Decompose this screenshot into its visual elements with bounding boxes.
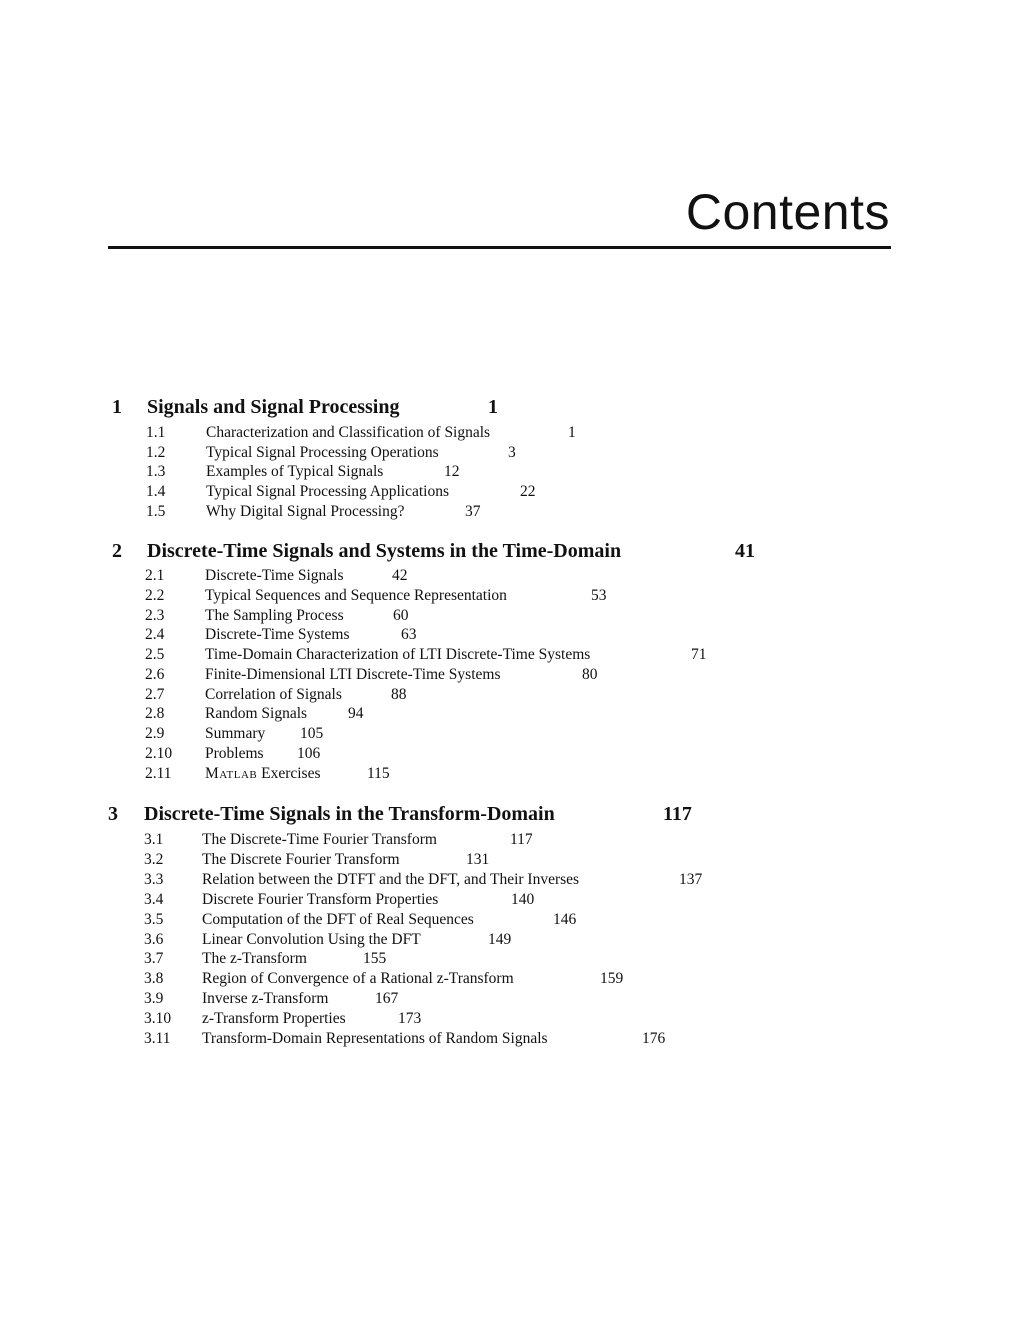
section-number: 2.8 — [145, 705, 165, 723]
section-number: 2.9 — [145, 725, 165, 742]
section-title: Characterization and Classification of Signals — [206, 424, 491, 441]
section-entry — [0, 704, 1020, 724]
section-page: 146 — [553, 910, 577, 928]
section-entry — [0, 744, 1020, 764]
section-page: 115 — [367, 764, 390, 782]
section-page: 131 — [466, 850, 490, 868]
section-entry — [0, 930, 1020, 950]
chapter-number: 2 — [112, 540, 122, 562]
section-entry — [0, 566, 1020, 586]
section-number: 2.11 — [145, 764, 172, 782]
section-title: Examples of Typical Signals — [206, 463, 384, 481]
section-page: 105 — [300, 725, 324, 742]
section-number: 3.5 — [144, 910, 164, 928]
section-title: Transform-Domain Representations of Random Signals — [202, 1030, 548, 1047]
section-title: Problems — [205, 744, 264, 762]
section-page: 173 — [398, 1010, 422, 1028]
section-entry — [0, 645, 1020, 665]
chapter-number: 3 — [108, 803, 118, 825]
section-page: 1 — [568, 424, 576, 441]
section-page: 53 — [591, 586, 607, 604]
chapter-page: 41 — [735, 540, 755, 562]
section-title: Correlation of Signals — [205, 685, 342, 703]
title-rule — [108, 246, 891, 249]
section-title: Random Signals — [205, 705, 308, 723]
section-number: 3.3 — [144, 870, 164, 888]
section-title: Discrete-Time Signals — [205, 567, 344, 584]
section-entry — [0, 890, 1020, 910]
section-title: Discrete Fourier Transform Properties — [202, 890, 439, 908]
chapter-heading — [0, 539, 1020, 565]
section-page: 149 — [488, 930, 512, 948]
section-page: 71 — [691, 646, 707, 663]
section-number: 1.1 — [146, 424, 166, 441]
section-title: Inverse z-Transform — [202, 990, 329, 1008]
section-page: 106 — [297, 744, 321, 762]
section-number: 2.10 — [145, 744, 173, 762]
section-number: 1.3 — [146, 463, 166, 481]
section-title: Why Digital Signal Processing? — [206, 502, 405, 520]
section-title: Computation of the DFT of Real Sequences — [202, 910, 474, 928]
section-page: 155 — [363, 950, 387, 968]
section-page: 12 — [444, 463, 460, 481]
section-number: 2.1 — [145, 567, 165, 584]
section-number: 3.9 — [144, 990, 164, 1008]
section-page: 88 — [391, 685, 407, 703]
section-number: 3.7 — [144, 950, 164, 968]
section-number: 2.2 — [145, 586, 165, 604]
section-page: 94 — [348, 705, 364, 723]
section-title: The Discrete Fourier Transform — [202, 850, 400, 868]
section-entry — [0, 685, 1020, 705]
section-number: 3.10 — [144, 1010, 172, 1028]
section-number: 3.6 — [144, 930, 164, 948]
section-number: 2.3 — [145, 606, 165, 624]
section-page: 3 — [508, 443, 516, 461]
section-number: 3.8 — [144, 970, 164, 988]
section-page: 42 — [392, 567, 408, 584]
section-number: 3.1 — [144, 831, 164, 848]
section-title: Finite-Dimensional LTI Discrete-Time Systems — [205, 665, 501, 683]
section-number: 1.2 — [146, 443, 166, 461]
section-entry — [0, 724, 1020, 744]
chapter-title: Discrete-Time Signals in the Transform-Domain — [144, 803, 555, 825]
section-entry — [0, 850, 1020, 870]
section-entry — [0, 1009, 1020, 1029]
contents-title: Contents — [685, 184, 890, 240]
section-page: 37 — [465, 502, 481, 520]
section-entry — [0, 462, 1020, 482]
section-page: 176 — [642, 1030, 666, 1047]
section-entry — [0, 969, 1020, 989]
section-entry — [0, 606, 1020, 626]
section-title: z-Transform Properties — [202, 1010, 346, 1028]
section-number: 2.4 — [145, 626, 165, 644]
chapter-title: Signals and Signal Processing — [147, 396, 400, 418]
section-title: Time-Domain Characterization of LTI Discrete-Time Systems — [205, 646, 591, 663]
section-entry — [0, 949, 1020, 969]
chapter-title: Discrete-Time Signals and Systems in the Time-Domain — [147, 540, 622, 562]
section-number: 3.4 — [144, 890, 164, 908]
chapter-page: 117 — [663, 803, 692, 825]
section-entry — [0, 764, 1020, 784]
section-title: Matlab Exercises — [205, 764, 321, 782]
section-entry — [0, 910, 1020, 930]
section-number: 2.6 — [145, 665, 165, 683]
section-page: 159 — [600, 970, 624, 988]
section-title: Linear Convolution Using the DFT — [202, 930, 421, 948]
section-title: Region of Convergence of a Rational z-Transform — [202, 970, 514, 988]
section-title: Typical Sequences and Sequence Representation — [205, 586, 507, 604]
section-title: Typical Signal Processing Operations — [206, 443, 439, 461]
section-number: 3.2 — [144, 850, 164, 868]
section-page: 140 — [511, 890, 535, 908]
section-number: 1.4 — [146, 483, 166, 501]
section-entry — [0, 625, 1020, 645]
section-number: 3.11 — [144, 1030, 171, 1047]
section-page: 117 — [510, 831, 533, 848]
section-title: The z-Transform — [202, 950, 307, 968]
section-entry — [0, 989, 1020, 1009]
matlab-small-caps: Matlab — [205, 764, 258, 782]
chapter-heading — [0, 802, 1020, 828]
section-page: 167 — [375, 990, 399, 1008]
section-title: Summary — [205, 725, 266, 742]
section-title: Typical Signal Processing Applications — [206, 483, 450, 501]
section-number: 2.7 — [145, 685, 165, 703]
section-page: 63 — [401, 626, 417, 644]
chapter-heading — [0, 395, 1020, 421]
section-entry — [0, 482, 1020, 502]
section-entry — [0, 443, 1020, 463]
section-title: Relation between the DTFT and the DFT, and Their Inverses — [202, 870, 580, 888]
section-entry — [0, 870, 1020, 890]
section-page: 60 — [393, 606, 409, 624]
section-number: 1.5 — [146, 502, 166, 520]
section-entry — [0, 586, 1020, 606]
section-page: 80 — [582, 665, 598, 683]
section-title: Discrete-Time Systems — [205, 626, 350, 644]
chapter-page: 1 — [488, 396, 498, 418]
section-entry — [0, 830, 1020, 850]
section-page: 137 — [679, 870, 703, 888]
section-entry — [0, 423, 1020, 443]
chapter-number: 1 — [112, 396, 122, 418]
section-number: 2.5 — [145, 646, 165, 663]
section-entry — [0, 502, 1020, 522]
section-entry — [0, 1029, 1020, 1049]
section-title: The Sampling Process — [205, 606, 344, 624]
section-entry — [0, 665, 1020, 685]
section-page: 22 — [520, 483, 536, 501]
section-title: The Discrete-Time Fourier Transform — [202, 831, 437, 848]
